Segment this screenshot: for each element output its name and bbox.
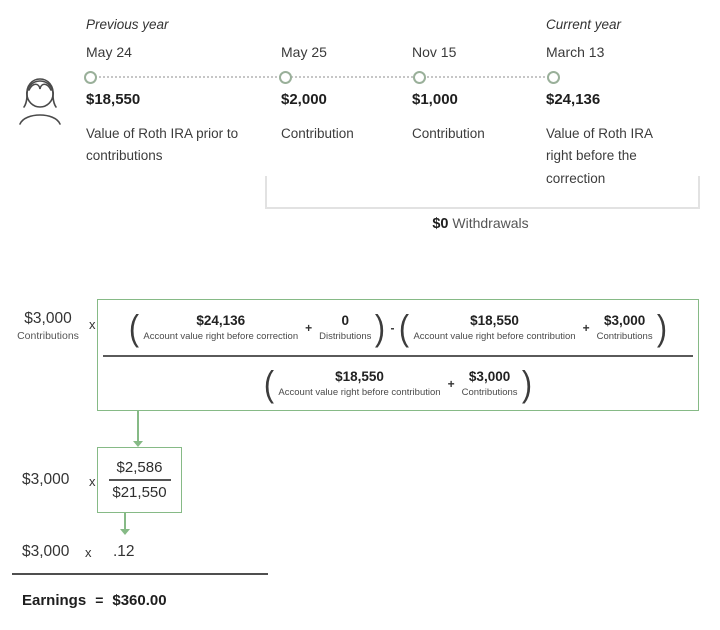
close-paren: ) xyxy=(656,306,667,348)
term-distributions xyxy=(319,313,371,342)
term-account-value-contribution xyxy=(413,313,575,342)
step2-multiplicand: $3,000 xyxy=(22,471,70,488)
event-value-3: $1,000 xyxy=(412,91,458,108)
step3-ratio: .12 xyxy=(113,543,135,560)
person-icon xyxy=(14,69,66,127)
withdrawals-label: Withdrawals xyxy=(452,215,529,231)
down-arrow-line-2 xyxy=(124,513,126,529)
down-arrow-line-1 xyxy=(137,411,139,441)
plus-operator: + xyxy=(582,320,590,335)
formula-multiplier xyxy=(8,310,88,342)
fraction-numerator: $2,586 xyxy=(116,459,163,476)
plus-operator: + xyxy=(305,320,313,335)
down-arrow-head-2 xyxy=(120,529,130,535)
equals-sign: = xyxy=(95,592,104,608)
fraction-denominator: $21,550 xyxy=(112,484,167,501)
timeline-dot-3 xyxy=(413,71,426,84)
term-value: $3,000 xyxy=(603,313,646,329)
term-contributions xyxy=(597,313,653,342)
term-value: $18,550 xyxy=(335,369,384,385)
withdrawals-bracket xyxy=(265,176,700,209)
previous-year-label: Previous year xyxy=(86,17,169,32)
step3-multiplicand: $3,000 xyxy=(22,543,70,560)
term-value: $18,550 xyxy=(470,313,519,329)
fraction-box xyxy=(97,447,182,513)
timeline-dot-1 xyxy=(84,71,97,84)
term-value: $3,000 xyxy=(468,369,511,385)
times-operator-3: x xyxy=(85,545,92,560)
event-value-1: $18,550 xyxy=(86,91,141,108)
times-operator-1: x xyxy=(89,317,96,332)
times-operator-2: x xyxy=(89,474,96,489)
formula-box xyxy=(97,299,699,411)
close-paren: ) xyxy=(521,362,532,404)
current-year-label: Current year xyxy=(546,17,622,32)
formula-numerator xyxy=(98,300,698,355)
term-label: Account value right before correction xyxy=(143,330,299,342)
earnings-result xyxy=(22,592,167,609)
multiplier-value: $3,000 xyxy=(24,310,72,327)
event-description-3: Contribution xyxy=(412,126,485,141)
formula-denominator xyxy=(98,357,698,410)
small-fraction-bar xyxy=(109,479,171,481)
earnings-value: $360.00 xyxy=(112,592,167,609)
earnings-label: Earnings xyxy=(22,592,87,609)
term-value: $24,136 xyxy=(196,313,246,329)
term-account-value-correction xyxy=(143,313,298,342)
term-label: Account value right before contribution xyxy=(413,330,576,342)
event-date-1: May 24 xyxy=(86,44,132,60)
timeline-dot-2 xyxy=(279,71,292,84)
open-paren: ( xyxy=(264,362,275,404)
plus-operator: + xyxy=(447,376,455,391)
event-date-3: Nov 15 xyxy=(412,44,457,60)
open-paren: ( xyxy=(129,306,140,348)
event-date-4: March 13 xyxy=(546,44,605,60)
result-divider xyxy=(12,573,268,575)
event-date-2: May 25 xyxy=(281,44,327,60)
term-contributions xyxy=(462,369,518,398)
term-label: Contributions xyxy=(596,330,653,342)
event-value-2: $2,000 xyxy=(281,91,327,108)
term-label: Contributions xyxy=(461,386,518,398)
minus-operator: - xyxy=(390,320,395,335)
timeline-dotted-line xyxy=(90,76,553,78)
term-value: 0 xyxy=(341,313,350,329)
withdrawals-note xyxy=(265,215,696,232)
event-description-1: Value of Roth IRA prior to contributions xyxy=(86,126,239,164)
term-label: Account value right before contribution xyxy=(278,386,441,398)
timeline-dot-4 xyxy=(547,71,560,84)
event-description-4: Value of Roth IRA right before the correction xyxy=(546,126,653,186)
multiplier-label: Contributions xyxy=(17,330,79,342)
open-paren: ( xyxy=(399,306,410,348)
term-label: Distributions xyxy=(319,330,372,342)
event-value-4: $24,136 xyxy=(546,91,601,108)
event-description-2: Contribution xyxy=(281,126,354,141)
close-paren: ) xyxy=(375,306,386,348)
term-account-value-contribution xyxy=(278,369,440,398)
withdrawals-value: $0 xyxy=(432,216,449,232)
